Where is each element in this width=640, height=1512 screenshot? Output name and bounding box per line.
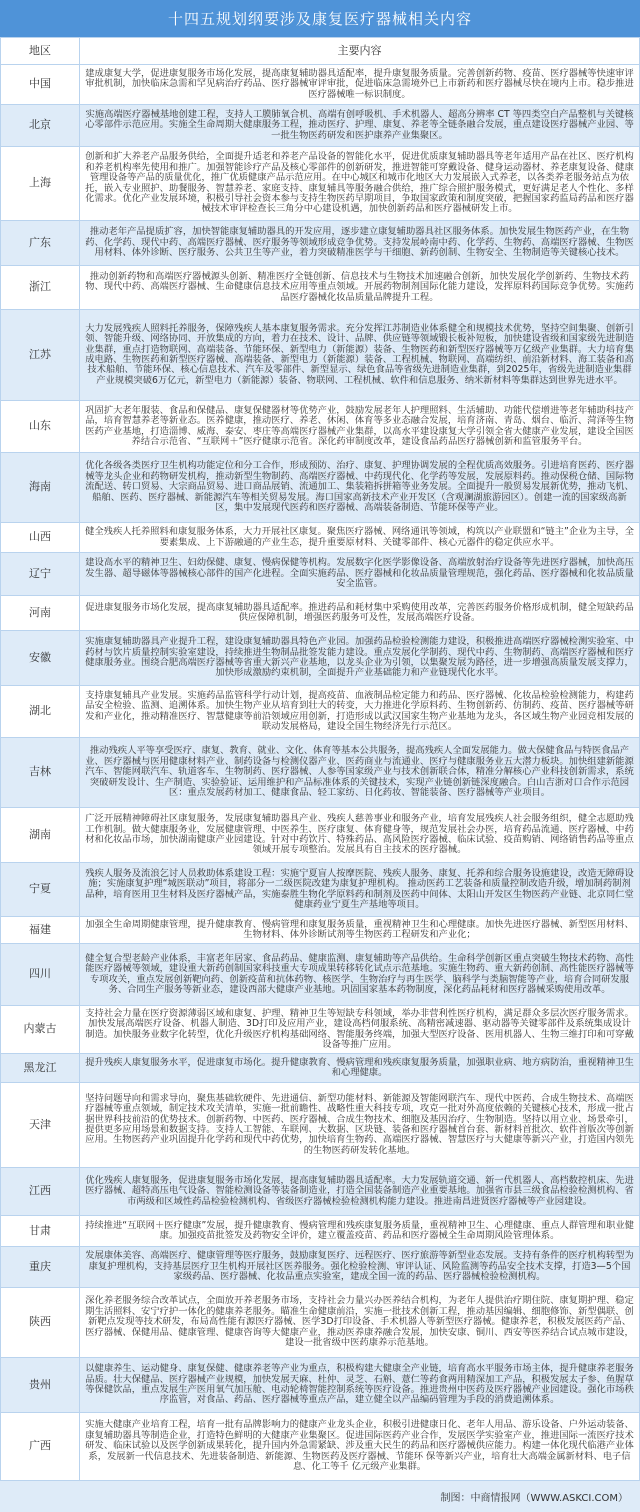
table-row bbox=[1, 523, 640, 553]
content-cell: 广泛开展精神障碍社区康复服务，发展康复辅助器具产业、残疾人慈善事业和服务产业，培育发展残疾人社会服务组织，健全志愿助残工作机制。做大健康服务业，发展健康管理、中医养生、医疗康复、体育健身等，规范发展社会办医，培育药品流通、医疗器械、中药材和化妆品市场，加快湖南健康产业园建设。针对中药饮片、特殊药品、高风险医疗器械、临床试验、疫苗购销、网络销售药品等重点领域开展专项整治。发展具有自主技术的医疗器械。 bbox=[80, 808, 640, 863]
table-row bbox=[1, 266, 640, 310]
table-row bbox=[1, 105, 640, 147]
region-cell: 甘肃 bbox=[1, 1216, 80, 1247]
table-row bbox=[1, 65, 640, 105]
content-cell: 深化养老服务综合改革试点，全面放开养老服务市场，支持社会力量兴办医养结合机构，为老年人提供治疗期住院、康复期护理、稳定期生活照料、安宁疗护一体化的健康养老服务。瞄准生命健康前沿，实施一批技术创新工程，推动基因编辑、细胞修饰、新型偶联、创新靶点发现等技术研发，布局高性能有源医疗器械、医学3D打印设备、手术机器人等新型医疗器械。健康养老，积极发展医药产品、医疗器械、保健用品、健康管理、健康咨询等大健康产业，推动医养康养融合发展，加快安康、铜川、西安等医养结合试点城市建设，建设一批省级中医药康养示范基地。 bbox=[80, 1288, 640, 1358]
content-cell: 实施高端医疗器械基地创建工程，支持人工膜肺氧合机、高端有创呼吸机、手术机器人、超高分辨率 CT 等四类空白产品整机与关键核心零部件示范应用。实施全生命周期大健康服务工程，推动医疗、护理、康复、养老等全链条融合发展，重点建设医疗器械产业园、等一批生物医药研发和医护康养产业集聚区。 bbox=[80, 105, 640, 147]
table-row bbox=[1, 147, 640, 221]
table-row bbox=[1, 401, 640, 453]
region-cell: 中国 bbox=[1, 65, 80, 105]
region-cell: 河南 bbox=[1, 596, 80, 631]
table-row bbox=[1, 221, 640, 266]
content-cell: 创新和扩大养老产品服务供给，全面提升适老和养老产品设备的智能化水平，促进优质康复辅助器具等老年适用产品在社区、医疗机构和养老机构率先使用和推广。加强智能诊疗产品及核心零部件的创新研发，推进智能可穿戴设备、健身运动器材、养老康复设备、健康管理设备等产品的质量优化，推广优质健康产品示范应用。在中心城区和城市化地区大力发展嵌入式养老，以各类养老服务站点为依托，嵌入专业照护、助餐服务、智慧养老、家庭支持、康复辅具等服务融合供给，推广综合照护服务模式，更好满足老人个性化、多样化需求。优化产业发展环境，积极引导社会资本参与支持生物医药早期项目，争取国家政策和制度突破，把握国家药监局药品和医疗器械技术审评检查长三角分中心建设机遇，加快创新药品和医疗器械研发上市。 bbox=[80, 147, 640, 221]
region-cell: 江苏 bbox=[1, 310, 80, 401]
content-cell: 健全复合型老龄产业体系，丰富老年居家、食品药品、健康监测、康复辅助等产品供给。生命科学创新区重点突破生物技术药物、高性能医疗器械等领域，建设重大新药创制国家科技重大专项成果转移转化试点示范基地。实施生物药、重大新药创制、高性能医疗器械等专项攻关，重点发展创新靶向药、创新疫苗和抗体药物、核医学、生物治疗与再生医学、脑科学与类脑智能等产业，培育合同研发服务、合同生产服务等新业态，建设西部大健康产业基地。巩固国家基本药物制度，深化药品耗材和医疗器械采购使用改革。 bbox=[80, 944, 640, 1006]
table-row bbox=[1, 1168, 640, 1216]
table-row bbox=[1, 944, 640, 1006]
content-cell: 坚持问题导向和需求导向，聚焦基础软硬件、先进通信、新型功能材料、新能源及智能网联汽车、现代中医药、合成生物技术、高端医疗器械等重点领域，制定技术攻关清单，实施一批前瞻性、战略性重大科技专项，攻克一批对外高度依赖的关键核心技术，形成一批占据世界科技前沿的优势技术。创新药物、中医药、医疗器械、合成生物技术、细胞及基因治疗、生物制造。坚持以用立业、场景牵引，提供更多应用场景和数据支持。支持人工智能、车联网、大数据、区块链、装备和医疗器械首台套、新材料首批次、软件首版次等创新应用。生物医药产业巩固提升化学药和现代中药优势，加快培育生物药、高端医疗器械、智慧医疗与大健康等新兴产业，打造国内领先的生物医药研发转化基地。 bbox=[80, 1083, 640, 1168]
table-row bbox=[1, 1216, 640, 1247]
region-cell: 天津 bbox=[1, 1083, 80, 1168]
table-row bbox=[1, 863, 640, 917]
header-region: 地区 bbox=[1, 38, 80, 65]
region-cell: 吉林 bbox=[1, 738, 80, 808]
content-cell: 促进康复服务市场化发展，提高康复辅助器具适配率。推进药品和耗材集中采购使用改革，完善医药服务价格形成机制，健全短缺药品供应保障机制，增强医药服务可及性，发展高端医疗设备。 bbox=[80, 596, 640, 631]
content-cell: 优化残疾人康复服务，促进康复服务市场化发展，提高康复辅助器具适配率。大力发展轨道交通、新一代机器人、高档数控机床、先进医疗器械、超特高压电气设备、智能检测设备等装备制造业，打造全国装备制造产业重要基地。加强省市县三级食品检验检测机构、省市两级和区域性药品检验检测机构、省级医疗器械检验检测机构能力建设。推进南昌进贤医疗器械等产业园建设。 bbox=[80, 1168, 640, 1216]
table-title: 十四五规划纲要涉及康复医疗器械相关内容 bbox=[0, 0, 640, 37]
region-cell: 安徽 bbox=[1, 631, 80, 686]
content-cell: 支持社会力量在医疗资源薄弱区域和康复、护理、精神卫生等短缺专科领域，举办非营利性医疗机构，满足群众多层次医疗服务需求。加快发展高端医疗设备、机器人制造、3D打印及应用产业，建设高档伺服系统、高精密减速器、驱动器等关键零部件及系统集成设计制造。加快服务业数字化转型，优化升级医疗机构基础网络、智能服务终端，加强大型医疗设备、医用机器人、生物三维打印和可穿戴设备等推广应用。 bbox=[80, 1006, 640, 1054]
content-cell: 优化各级各类医疗卫生机构功能定位和分工合作，形成预防、治疗、康复、护理协调发展的全程优质高效服务。引进培育医药、医疗器械等龙头企业和药物研发机构，推动新型生物制药、高端医疗器械、中药现代化、化学药等发展，发展原料药。推动保税仓储、国际物流配送、转口贸易、大宗商品贸易、进口商品展销、流通加工、集装箱拆拼箱等业务发展。全面提升一般贸易发展新优势，推动飞机、船舶、医药、医疗器械、新能源汽车等相关贸易发展。海口国家高新技术产业开发区（含观澜湖旅游园区）。创建一流的国家级高新区，集中发展现代医药和医疗器械、高端装备制造、节能环保等产业。 bbox=[80, 453, 640, 523]
table-row bbox=[1, 310, 640, 401]
region-cell: 重庆 bbox=[1, 1247, 80, 1288]
content-cell: 推动老年产品提质扩容，加快智能康复辅助器具的开发应用，逐步建立康复辅助器具社区服务体系。加快发展生物医药产业，在生物药、化学药、现代中药、高端医疗器械、医疗服务等领域形成竞争优势。支持发展岭南中药、化学药、生物药、高端医疗器械、生物医用材料、体外诊断、医疗服务、公共卫生等产业，着力突破精准医学与干细胞、新药创制、生物安全、生物制造等关键核心技术。 bbox=[80, 221, 640, 266]
table-row bbox=[1, 1358, 640, 1413]
region-cell: 浙江 bbox=[1, 266, 80, 310]
region-cell: 山东 bbox=[1, 401, 80, 453]
source-credit: 制图：中商情报网（WWW.ASKCI.COM） bbox=[0, 1481, 640, 1512]
region-cell: 福建 bbox=[1, 917, 80, 944]
content-cell: 以健康养生、运动健身、康复保健、健康养老等产业为重点，积极构建大健康全产业链，培育高水平服务市场主体，提升健康养老服务品质。壮大保健品、医疗器械产业规模，加快发展天麻、杜仲、灵芝、石斛、薏仁等药食两用精深加工产品，积极发展太子参、鱼腥草等保健饮品，重点发展生产医用氧气加压舱、电动轮椅智能控制系统等医疗设备。推进贵州中医药及医疗器械产业园建设。强化市场秩序监管，对食品、药品、医疗器械等重点产品，建立健全以产品编码管理为手段的消费追溯体系。 bbox=[80, 1358, 640, 1413]
content-cell: 建成康复大学，促进康复服务市场化发展，提高康复辅助器具适配率，提升康复服务质量。完善创新药物、疫苗、医疗器械等快速审评审批机制，加快临床急需和罕见病治疗药品、医疗器械审评审批，促进临床急需境外已上市新药和医疗器械尽快在境内上市。稳步推进医疗器械唯一标识制度。 bbox=[80, 65, 640, 105]
table-row bbox=[1, 1083, 640, 1168]
content-cell: 大力发展残疾人照料托养服务，保障残疾人基本康复服务需求。充分发挥江苏制造业体系健全和规模技术优势，坚持空间集聚、创新引领、智能升级、网络协同、开放集成的方向，着力在技术、设计、品牌、供应链等领域锻长板补短板，加快建设省级和国家级先进制造业集群，重点打造物联网、高端装备、节能环保、新型电力（新能源）装备、生物医药和新型医疗器械等万亿级产业集群。大力培育集成电路、生物医药和新型医疗器械、高端装备、新型电力（新能源）装备、工程机械、物联网、高端纺织、前沿新材料、海工装备和高技术船舶、节能环保、核心信息技术、汽车及零部件、新型显示、绿色食品等省级先进制造业集群，到2025年，省级先进制造业集群产业规模突破6万亿元，新型电力（新能源）装备、物联网、工程机械、软件和信息服务、纳米新材料等集群达到世界先进水平。 bbox=[80, 310, 640, 401]
region-cell: 北京 bbox=[1, 105, 80, 147]
content-cell: 发展康体美容、高端医疗、健康管理等医疗服务，鼓励康复医疗、远程医疗、医疗旅游等新型业态发展。支持有条件的医疗机构转型为康复护理机构，支持基层医疗卫生机构开展社区医养服务。强化检验检测、审评认证、风险监测等药品安全技术支撑，打造3—5个国家级药品、医疗器械、化妆品重点实验室，建成全国一流的药品、医疗器械检验检测机构。 bbox=[80, 1247, 640, 1288]
table-row bbox=[1, 453, 640, 523]
region-cell: 辽宁 bbox=[1, 553, 80, 596]
region-cell: 上海 bbox=[1, 147, 80, 221]
region-cell: 内蒙古 bbox=[1, 1006, 80, 1054]
table-row bbox=[1, 1006, 640, 1054]
table-row bbox=[1, 686, 640, 738]
table-row bbox=[1, 1247, 640, 1288]
table-row bbox=[1, 917, 640, 944]
table-row bbox=[1, 596, 640, 631]
content-cell: 残疾人服务及流浪乞讨人员救助体系建设工程：实施宁夏盲人按摩医院、残疾人服务、康复、托养和综合服务设施建设，改造无障碍设施；实施康复护理“城医联动”项目，将部分一二级医院改建为康复护理机构。 推动医药工艺装备和质量控制改造升级，增加制药制剂品种，培育医用卫生材料及医疗器械产品，实施泰胜生物化学原料药和制剂及医药中间体、太阳山开发区生物医药产业链、北京同仁堂健康药业宁夏生产基地等项目。 bbox=[80, 863, 640, 917]
region-cell: 贵州 bbox=[1, 1358, 80, 1413]
table-header bbox=[1, 38, 640, 65]
table-row bbox=[1, 738, 640, 808]
region-cell: 陕西 bbox=[1, 1288, 80, 1358]
region-cell: 湖南 bbox=[1, 808, 80, 863]
content-cell: 推动残疾人平等享受医疗、康复、教育、就业、文化、体育等基本公共服务，提高残疾人全面发展能力。做大保健食品与特医食品产业、医疗器械与医用健康材料产业、制药设备与检测仪器产业、医药商业与流通业、医疗与健康服务业五大潜力板块。加快组建新能源汽车、智能网联汽车、轨道客车、生物制药、医疗器械、人参等国家级产业与技术创新联合体，精准分解核心产业科技创新需求，系统突破研发设计、生产制造、实验验证、运用维护和产品标准体系的关键技术，实现产业链创新链深度融合。白山吉浙对口合作示范园区：重点发展药材加工、健康食品、轻工家纺、日化药妆、智能装备、医疗器械等产业项目。 bbox=[80, 738, 640, 808]
table-row bbox=[1, 553, 640, 596]
table-row bbox=[1, 1054, 640, 1083]
region-cell: 宁夏 bbox=[1, 863, 80, 917]
table-row bbox=[1, 1288, 640, 1358]
content-cell: 加强全生命周期健康管理，提升健康教育、慢病管理和康复服务质量，重视精神卫生和心理健康。加快先进医疗器械、新型医用材料、生物材料、体外诊断试剂等生物医药工程研发和产业化； bbox=[80, 917, 640, 944]
content-cell: 健全残疾人托养照料和康复服务体系，大力开展社区康复。聚焦医疗器械、网络通讯等领域，构筑以产业联盟和“链主”企业为主导，全要素集成、上下游融通的产业生态，提升重要原材料、关键零部件、核心元器件的稳定供应水平。 bbox=[80, 523, 640, 553]
content-cell: 实施康复辅助器具产业提升工程，建设康复辅助器具特色产业园。加强药品检验检测能力建设，积极推进高端医疗器械检测实验室、中药材与饮片质量控制实验室建设，持续推进生物制品批签发能力建设。重点发展化学制药、现代中药、生物制药、高端医疗器械和医疗健康服务业。围绕合肥高端医疗器械等省重大新兴产业基地，以龙头企业为引领，以集聚发展为路径，进一步增强高质量发展支撑力，加快形成激励约束机制，全面提升产业基础能力和产业链现代化水平。 bbox=[80, 631, 640, 686]
content-cell: 提升残疾人康复服务水平，促进康复市场化。提升健康教育、慢病管理和残疾康复服务质量，加强职业病、地方病防治，重视精神卫生和心理健康。 bbox=[80, 1054, 640, 1083]
content-cell: 推动创新药物和高端医疗器械源头创新、精准医疗全链创新、信息技术与生物技术加速融合创新，加快发展化学创新药、生物技术药物、现代中药、高端医疗器械、生命健康信息技术应用等重点领域。开展药物制剂国际化能力建设，发挥原料药国际竞争优势。实施药品医疗器械化妆品质量品牌提升工程。 bbox=[80, 266, 640, 310]
content-cell: 建设高水平的精神卫生、妇幼保健、康复、慢病保健等机构。发展数字化医学影像设备、高端放射治疗设备等先进医疗器械，加快高压发生器、超导磁体等器械核心部件的国产化进程。全面实施药品、医疗器械和化妆品质量管理规范，强化药品、医疗器械和化妆品质量安全监管。 bbox=[80, 553, 640, 596]
region-cell: 广东 bbox=[1, 221, 80, 266]
region-cell: 海南 bbox=[1, 453, 80, 523]
header-content: 主要内容 bbox=[80, 38, 640, 65]
region-cell: 黑龙江 bbox=[1, 1054, 80, 1083]
content-cell: 持续推进“互联网＋医疗健康”发展，提升健康教育、慢病管理和残疾康复服务质量，重视精神卫生、心理健康、重点人群管理和职业健康。加强疫苗批签发及药物安全评价，建立覆盖疫苗、药品和医疗器械全生命周期风险管理体系。 bbox=[80, 1216, 640, 1247]
table-row bbox=[1, 808, 640, 863]
region-cell: 山西 bbox=[1, 523, 80, 553]
region-cell: 湖北 bbox=[1, 686, 80, 738]
content-cell: 实施大健康产业培育工程，培育一批有品牌影响力的健康产业龙头企业，积极引进健康日化、老年人用品、游乐设备、户外运动装备、康复辅助器具等制造企业，打造特色鲜明的大健康产业集聚区。促进国际医药产业合作，发展医学实验室产业，推进国际一流医疗技术研发、临床试验以及医学创新成果转化，提升国内外急需紧缺、涉及重大民生的药品和医疗器械供应能力。构建一体化现代临港产业体系，发展新一代信息技术、先进装备制造、新能源、生物医药及医疗器械、节能环 保等新兴产业，培育壮大高端金属新材料、电子信息、化工等千 亿元级产业集群。 bbox=[80, 1413, 640, 1481]
region-cell: 江西 bbox=[1, 1168, 80, 1216]
region-cell: 四川 bbox=[1, 944, 80, 1006]
table-row bbox=[1, 1413, 640, 1481]
table-row bbox=[1, 631, 640, 686]
content-table bbox=[0, 37, 640, 1481]
content-cell: 支持康复辅具产业发展。实施药品监管科学行动计划，提高疫苗、血液制品检定能力和药品、医疗器械、化妆品检验检测能力，构建药品安全检验、监测、追溯体系。加快生物产业从培育到壮大的转变，大力推进化学原料药、生物创新药、仿制药、疫苗、医疗器械等研发和产业化，推动精准医疗、智慧健康等前沿领域应用创新，打造形成以武汉国家生物产业基地为龙头，各区域生物产业园竞相发展的联动发展格局，建设全国生物经济先行示范区。 bbox=[80, 686, 640, 738]
content-cell: 巩固扩大老年服装、食品和保健品、康复保健器材等优势产业，鼓励发展老年人护理照料、生活辅助、功能代偿增进等老年辅助科技产品，培育智慧养老等新业态。医养健康，推动医疗、养老、休闲、体育等多业态融合发展，培育济南、青岛、烟台、临沂、菏泽等生物医药产业基地，打造淄博、威海、泰安、枣庄等高端医疗器械产业集群，以高水平建设康复大学引领全省大健康产业发展，建设全国医养结合示范省、“互联网＋”医疗健康示范省。深化药审制度改革，建设食品药品医疗器械创新和监管服务平台。 bbox=[80, 401, 640, 453]
region-cell: 广西 bbox=[1, 1413, 80, 1481]
